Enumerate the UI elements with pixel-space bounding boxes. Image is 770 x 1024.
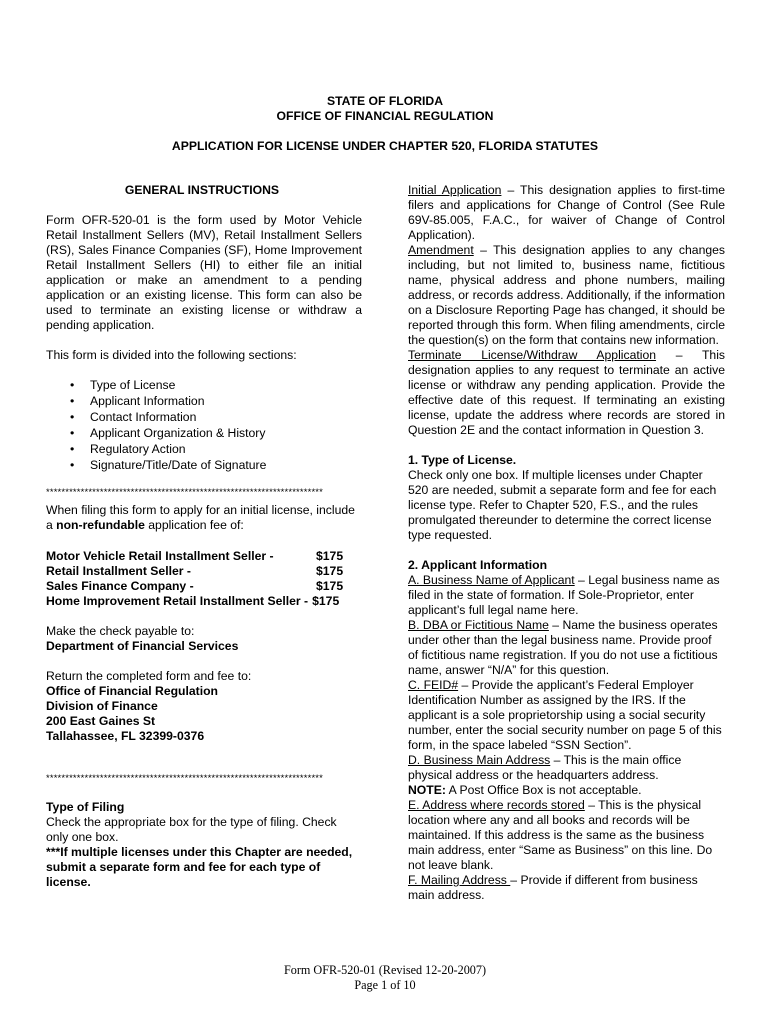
terminate-paragraph: Terminate License/Withdraw Application – This designation applies to any request to terminate an active license or withdraw any pending application. Provide the effective date of this request. If terminating an existing license, update the address where records are stored in Question 2E and the contact information in Question 3. [408,348,725,437]
office-title: OFFICE OF FINANCIAL REGULATION [276,109,494,123]
fee-row: Sales Finance Company - $175 [46,579,344,593]
item-c: C. FEID# – Provide the applicant’s Federal Employer Identification Number as assigned by the IRS. If the applicant is a sole proprietorship using a social security number, enter the social security number on page 5 of this form, in the space labeled “SSN Section”. [408,678,722,752]
left-column [46,183,362,890]
sections-list [46,377,362,473]
payee-name: Department of Financial Services [46,639,239,653]
item-b: B. DBA or Fictitious Name – Name the business operates under other than the legal business name. Provide proof of fictitious name registration. If you do not use a fictitious name, answer “N/A” for this question. [408,618,718,677]
item-d: D. Business Main Address – This is the main office physical address or the headquarters address. [408,753,682,782]
list-item: • Type of License [46,377,362,393]
list-item: • Applicant Organization & History [46,425,362,441]
amendment-paragraph: Amendment – This designation applies to any changes including, but not limited to, business name, fictitious name, physical address and phone numbers, mailing address, or records address. Additionally, if the information on a Disclosure Reporting Page has changed, it should be reported through this form. When filing amendments, circle the question(s) on the form that contains new information. [408,243,725,347]
address-line: Division of Finance [46,699,158,713]
type-of-license-heading: 1. Type of License. [408,453,517,467]
divider-stars: ************************************************************************ [46,487,323,498]
return-label: Return the completed form and fee to: [46,669,252,683]
general-instructions-heading: GENERAL INSTRUCTIONS [124,183,280,197]
address-line: Tallahassee, FL 32399-0376 [46,729,205,743]
divider-stars: ************************************************************************ [46,773,323,784]
address-line: 200 East Gaines St [46,714,156,728]
form-id-footer: Form OFR-520-01 (Revised 12-20-2007) [283,963,487,977]
item-a: A. Business Name of Applicant – Legal business name as filed in the state of formation. If Sole-Proprietor, enter applicant’s full legal name here. [408,573,720,617]
applicant-info-heading: 2. Applicant Information [408,558,548,572]
list-item: • Signature/Title/Date of Signature [46,457,362,473]
fee-row: Home Improvement Retail Installment Seller - $175 [46,594,340,608]
fee-table [46,549,362,609]
item-f: F. Mailing Address – Provide if different from business main address. [408,873,698,902]
list-item: • Regulatory Action [46,441,362,457]
fee-intro: When filing this form to apply for an initial license, include a non-refundable application fee of: [46,503,355,532]
page-number: Page 1 of 10 [354,978,416,992]
check-payable-label: Make the check payable to: [46,624,195,638]
sections-intro: This form is divided into the following sections: [46,348,297,362]
application-title: APPLICATION FOR LICENSE UNDER CHAPTER 520, FLORIDA STATUTES [171,139,599,153]
intro-paragraph: Form OFR-520-01 is the form used by Motor Vehicle Retail Installment Sellers (MV), Retail Installment Sellers (RS), Sales Finance Companies (SF), Home Improvement Retail Installment Sellers (HI) to either file an initial application or make an amendment to a pending application or an existing license. This form can also be used to terminate an existing license or withdraw a pending application. [46,213,362,332]
list-item: • Contact Information [46,409,362,425]
item-e: E. Address where records stored – This is the physical location where any and all books and records will be maintained. If this address is the same as the business main address, enter “Same as Business” on this line. Do not leave blank. [408,798,713,872]
address-line: Office of Financial Regulation [46,684,218,698]
list-item: • Applicant Information [46,393,362,409]
fee-row: Retail Installment Seller - $175 [46,564,344,578]
type-of-filing-text: Check the appropriate box for the type of filing. Check only one box. [46,815,337,844]
note: NOTE: A Post Office Box is not acceptable. [408,783,642,797]
fee-row: Motor Vehicle Retail Installment Seller - $175 [46,549,344,563]
state-title: STATE OF FLORIDA [327,94,443,108]
multiple-licenses-note: ***If multiple licenses under this Chapter are needed, submit a separate form and fee for each type of license. [46,845,353,889]
initial-application-paragraph: Initial Application – This designation applies to first-time filers and applications for Change of Control (See Rule 69V-85.005, F.A.C., for waiver of Change of Control Application). [408,183,725,242]
type-of-filing-heading: Type of Filing [46,800,125,814]
right-column [408,183,725,903]
type-of-license-text: Check only one box. If multiple licenses under Chapter 520 are needed, submit a separate form and fee for each license type. Refer to Chapter 520, F.S., and the rules promulgated thereunder to determine the correct license type requested. [408,468,717,542]
